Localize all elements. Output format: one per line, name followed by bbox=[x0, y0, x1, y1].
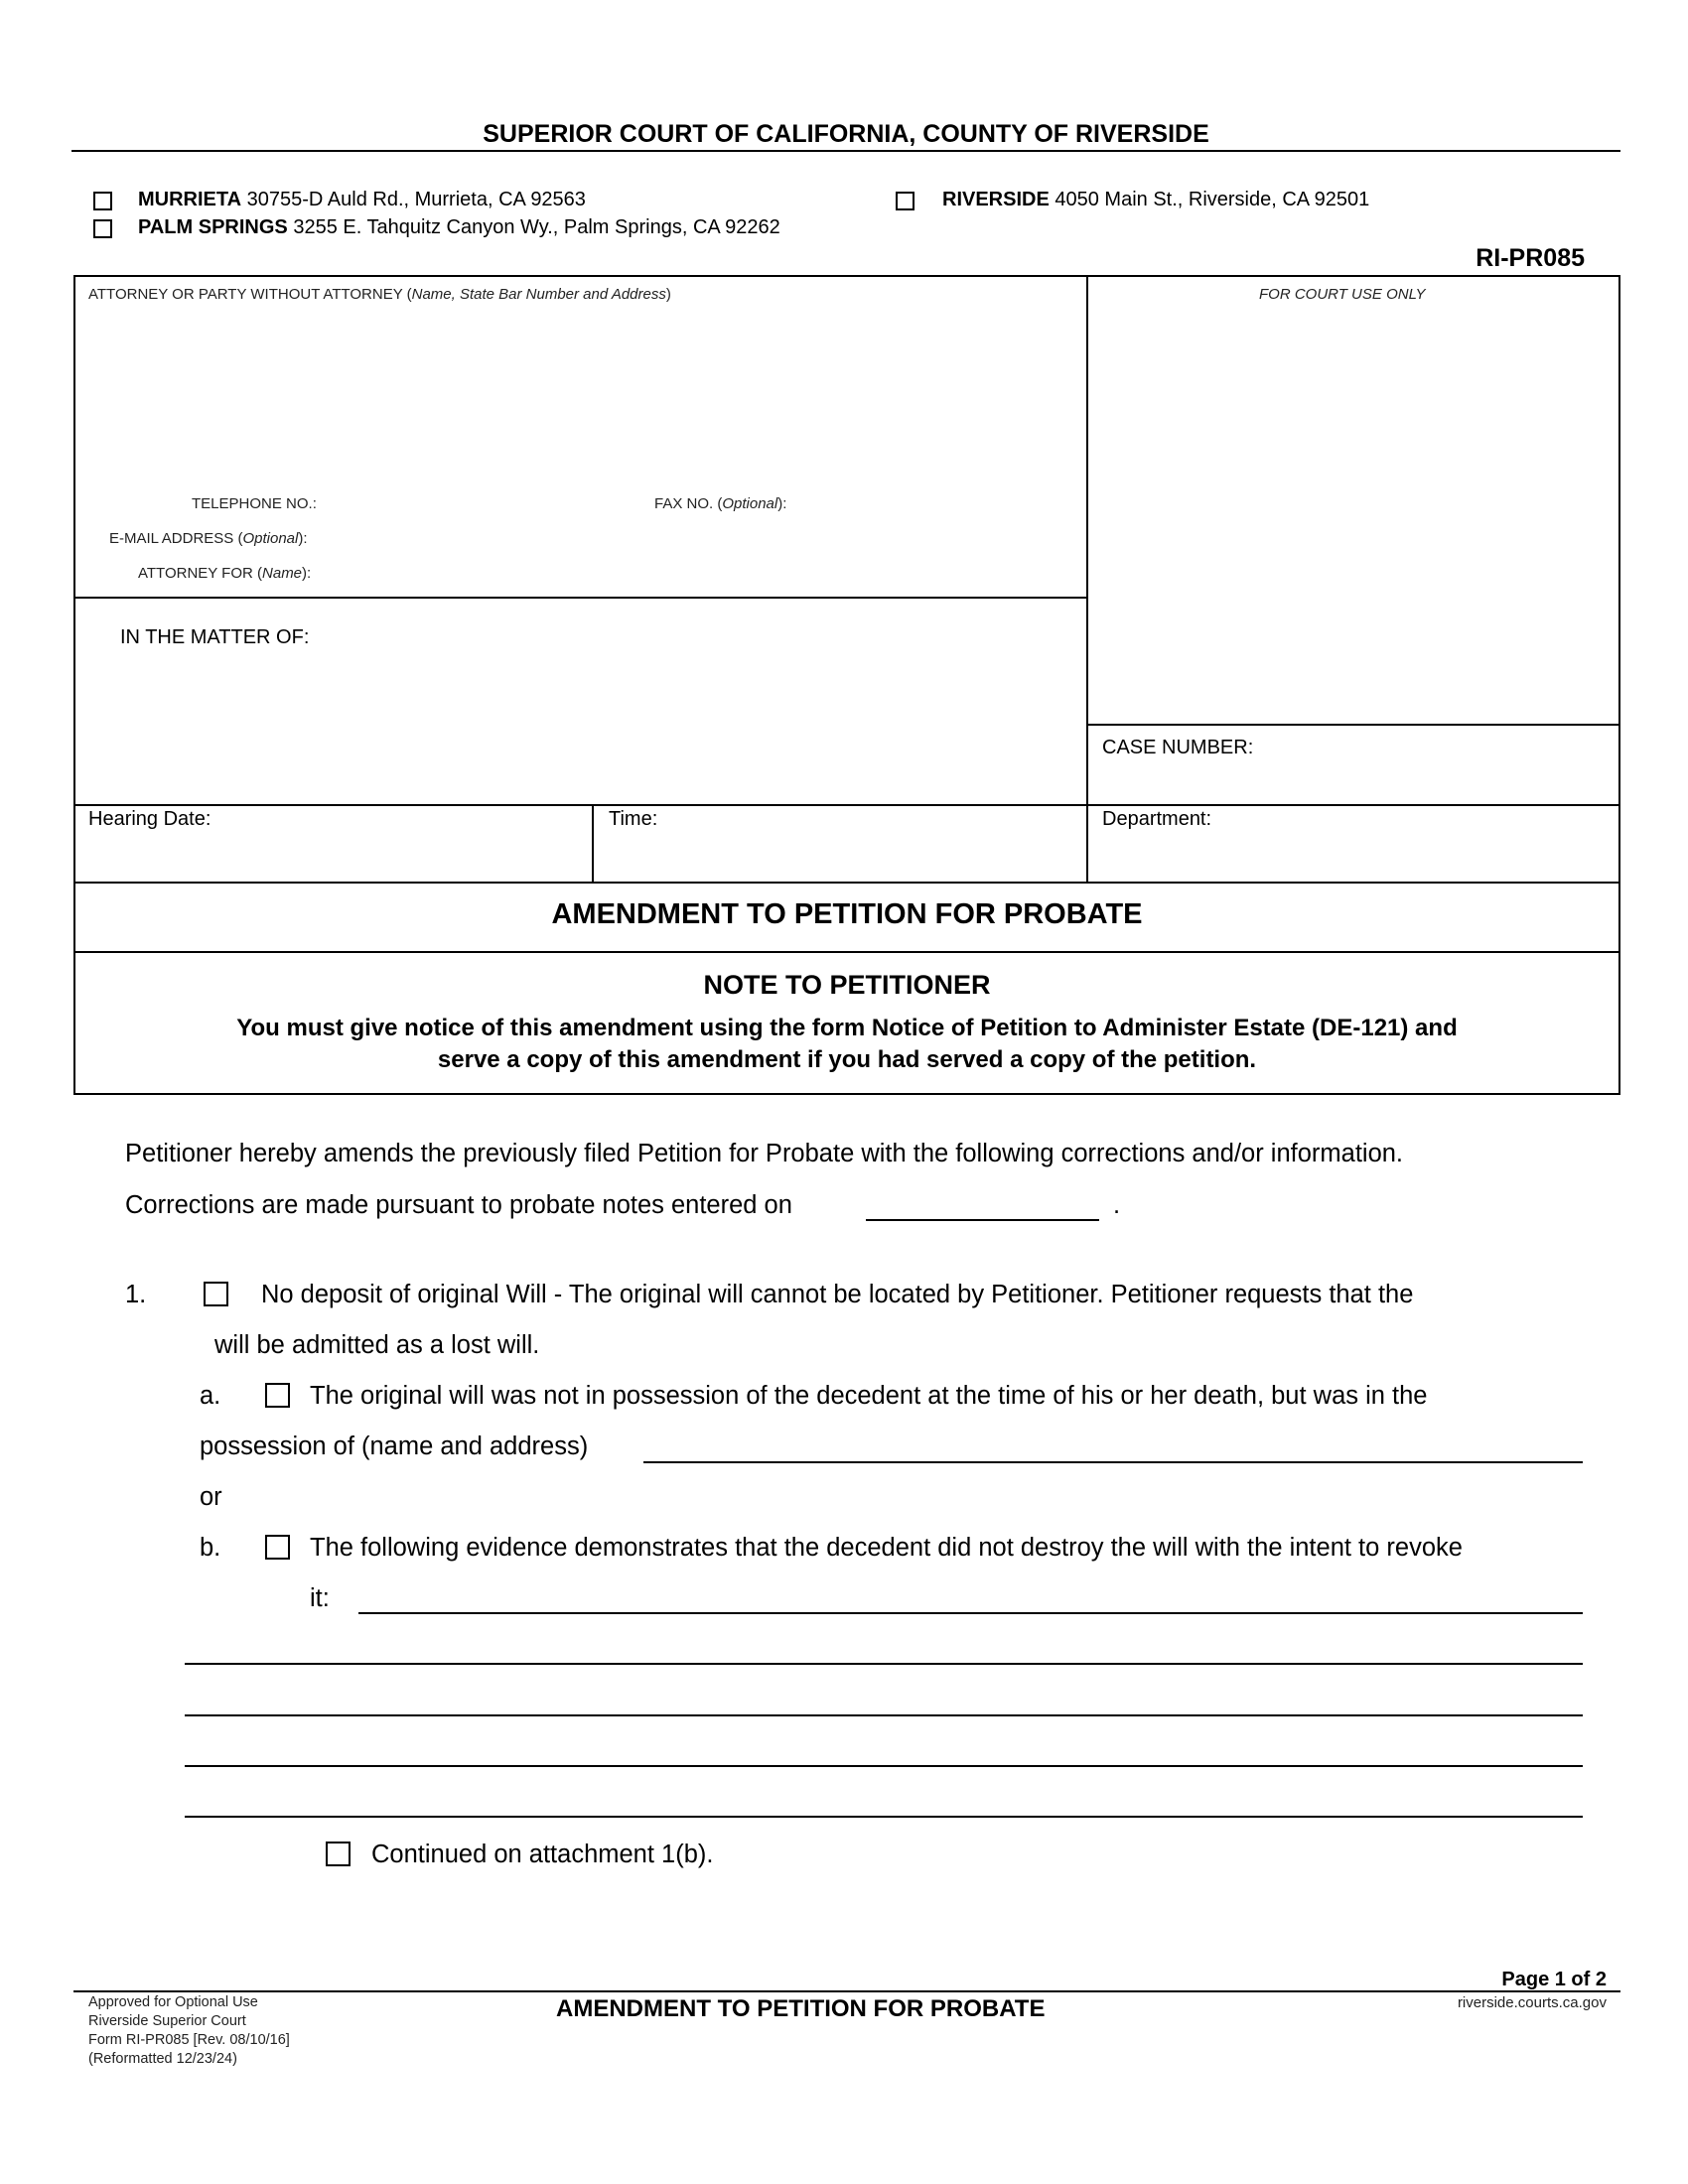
item-1a-text-line-2: possession of (name and address) bbox=[200, 1433, 589, 1460]
attorney-box-bottom bbox=[73, 597, 1088, 599]
footer-approved: Approved for Optional Use bbox=[88, 1994, 258, 2010]
possession-name-address-field[interactable] bbox=[643, 1461, 1583, 1463]
department-label: Department: bbox=[1102, 808, 1212, 830]
hearing-date-label: Hearing Date: bbox=[88, 808, 211, 830]
continued-attachment-checkbox[interactable] bbox=[326, 1842, 351, 1866]
footer-form-info bbox=[88, 1993, 290, 2069]
court-website: riverside.courts.ca.gov bbox=[1457, 1994, 1607, 2011]
footer-form-rev: Form RI-PR085 [Rev. 08/10/16] bbox=[88, 2032, 290, 2048]
attorney-for-label: ATTORNEY FOR (Name): bbox=[138, 565, 312, 582]
item-1-text-line-1: No deposit of original Will - The original will cannot be located by Petitioner. Petitioner requests that the bbox=[261, 1281, 1414, 1308]
case-number-label: CASE NUMBER: bbox=[1102, 737, 1254, 758]
palm-springs-checkbox[interactable] bbox=[93, 219, 112, 238]
attorney-label: ATTORNEY OR PARTY WITHOUT ATTORNEY (Name, State Bar Number and Address) bbox=[88, 286, 671, 303]
note-line-1: You must give notice of this amendment using the form Notice of Petition to Administer Estate (DE-121) and bbox=[236, 1015, 1458, 1041]
note-line-2: serve a copy of this amendment if you had served a copy of the petition. bbox=[437, 1046, 1257, 1073]
hearing-row-top bbox=[73, 804, 1620, 806]
court-title: SUPERIOR COURT OF CALIFORNIA, COUNTY OF RIVERSIDE bbox=[483, 120, 1209, 148]
hearing-divider-1 bbox=[592, 804, 594, 884]
palm-springs-location: PALM SPRINGS 3255 E. Tahquitz Canyon Wy., Palm Springs, CA 92262 bbox=[138, 216, 780, 238]
item-1b-letter: b. bbox=[200, 1534, 221, 1562]
email-label: E-MAIL ADDRESS (Optional): bbox=[109, 530, 308, 547]
item-1a-checkbox[interactable] bbox=[265, 1383, 290, 1408]
fax-label: FAX NO. (Optional): bbox=[654, 495, 787, 512]
case-number-top bbox=[1086, 724, 1620, 726]
footer-reformatted: (Reformatted 12/23/24) bbox=[88, 2051, 237, 2067]
title-row-bottom bbox=[73, 951, 1620, 953]
page-number: Page 1 of 2 bbox=[1501, 1969, 1607, 1990]
murrieta-checkbox[interactable] bbox=[93, 192, 112, 210]
intro-line-2-period: . bbox=[1113, 1191, 1121, 1219]
court-use-label: FOR COURT USE ONLY bbox=[1259, 286, 1426, 303]
evidence-field-line-5[interactable] bbox=[185, 1816, 1583, 1818]
hearing-time-label: Time: bbox=[609, 808, 658, 830]
riverside-checkbox[interactable] bbox=[896, 192, 914, 210]
matter-label: IN THE MATTER OF: bbox=[120, 626, 310, 648]
item-1-text-line-2: will be admitted as a lost will. bbox=[214, 1331, 540, 1359]
item-1b-text: The following evidence demonstrates that the decedent did not destroy the will with the intent to revoke bbox=[310, 1534, 1463, 1562]
intro-line-1: Petitioner hereby amends the previously filed Petition for Probate with the following corrections and/or information. bbox=[125, 1140, 1404, 1167]
note-heading: NOTE TO PETITIONER bbox=[703, 970, 991, 1000]
evidence-field-line-3[interactable] bbox=[185, 1714, 1583, 1716]
footer-court: Riverside Superior Court bbox=[88, 2013, 246, 2029]
item-1a-letter: a. bbox=[200, 1382, 221, 1410]
riverside-location: RIVERSIDE 4050 Main St., Riverside, CA 92501 bbox=[942, 189, 1370, 210]
intro-line-2: Corrections are made pursuant to probate notes entered on bbox=[125, 1191, 792, 1219]
item-1a-text: The original will was not in possession of the decedent at the time of his or her death, but was in the bbox=[310, 1382, 1428, 1410]
telephone-label: TELEPHONE NO.: bbox=[192, 495, 317, 512]
form-number: RI-PR085 bbox=[1476, 244, 1585, 272]
hearing-row-bottom bbox=[73, 882, 1620, 884]
murrieta-location: MURRIETA 30755-D Auld Rd., Murrieta, CA 92563 bbox=[138, 189, 586, 210]
form-title: AMENDMENT TO PETITION FOR PROBATE bbox=[551, 898, 1143, 930]
footer-form-title: AMENDMENT TO PETITION FOR PROBATE bbox=[556, 1995, 1046, 2022]
item-1-number: 1. bbox=[125, 1281, 147, 1308]
evidence-field-line-2[interactable] bbox=[185, 1663, 1583, 1665]
evidence-field-line-1[interactable] bbox=[358, 1612, 1583, 1614]
item-1b-checkbox[interactable] bbox=[265, 1535, 290, 1560]
item-1-checkbox[interactable] bbox=[204, 1282, 228, 1306]
probate-notes-date-field[interactable] bbox=[866, 1219, 1099, 1221]
court-use-divider bbox=[1086, 275, 1088, 884]
header-rule bbox=[71, 150, 1620, 152]
continued-attachment-label: Continued on attachment 1(b). bbox=[371, 1841, 714, 1868]
footer-rule bbox=[73, 1990, 1620, 1992]
item-1b-text-line-2: it: bbox=[310, 1584, 330, 1612]
or-text: or bbox=[200, 1483, 222, 1511]
evidence-field-line-4[interactable] bbox=[185, 1765, 1583, 1767]
